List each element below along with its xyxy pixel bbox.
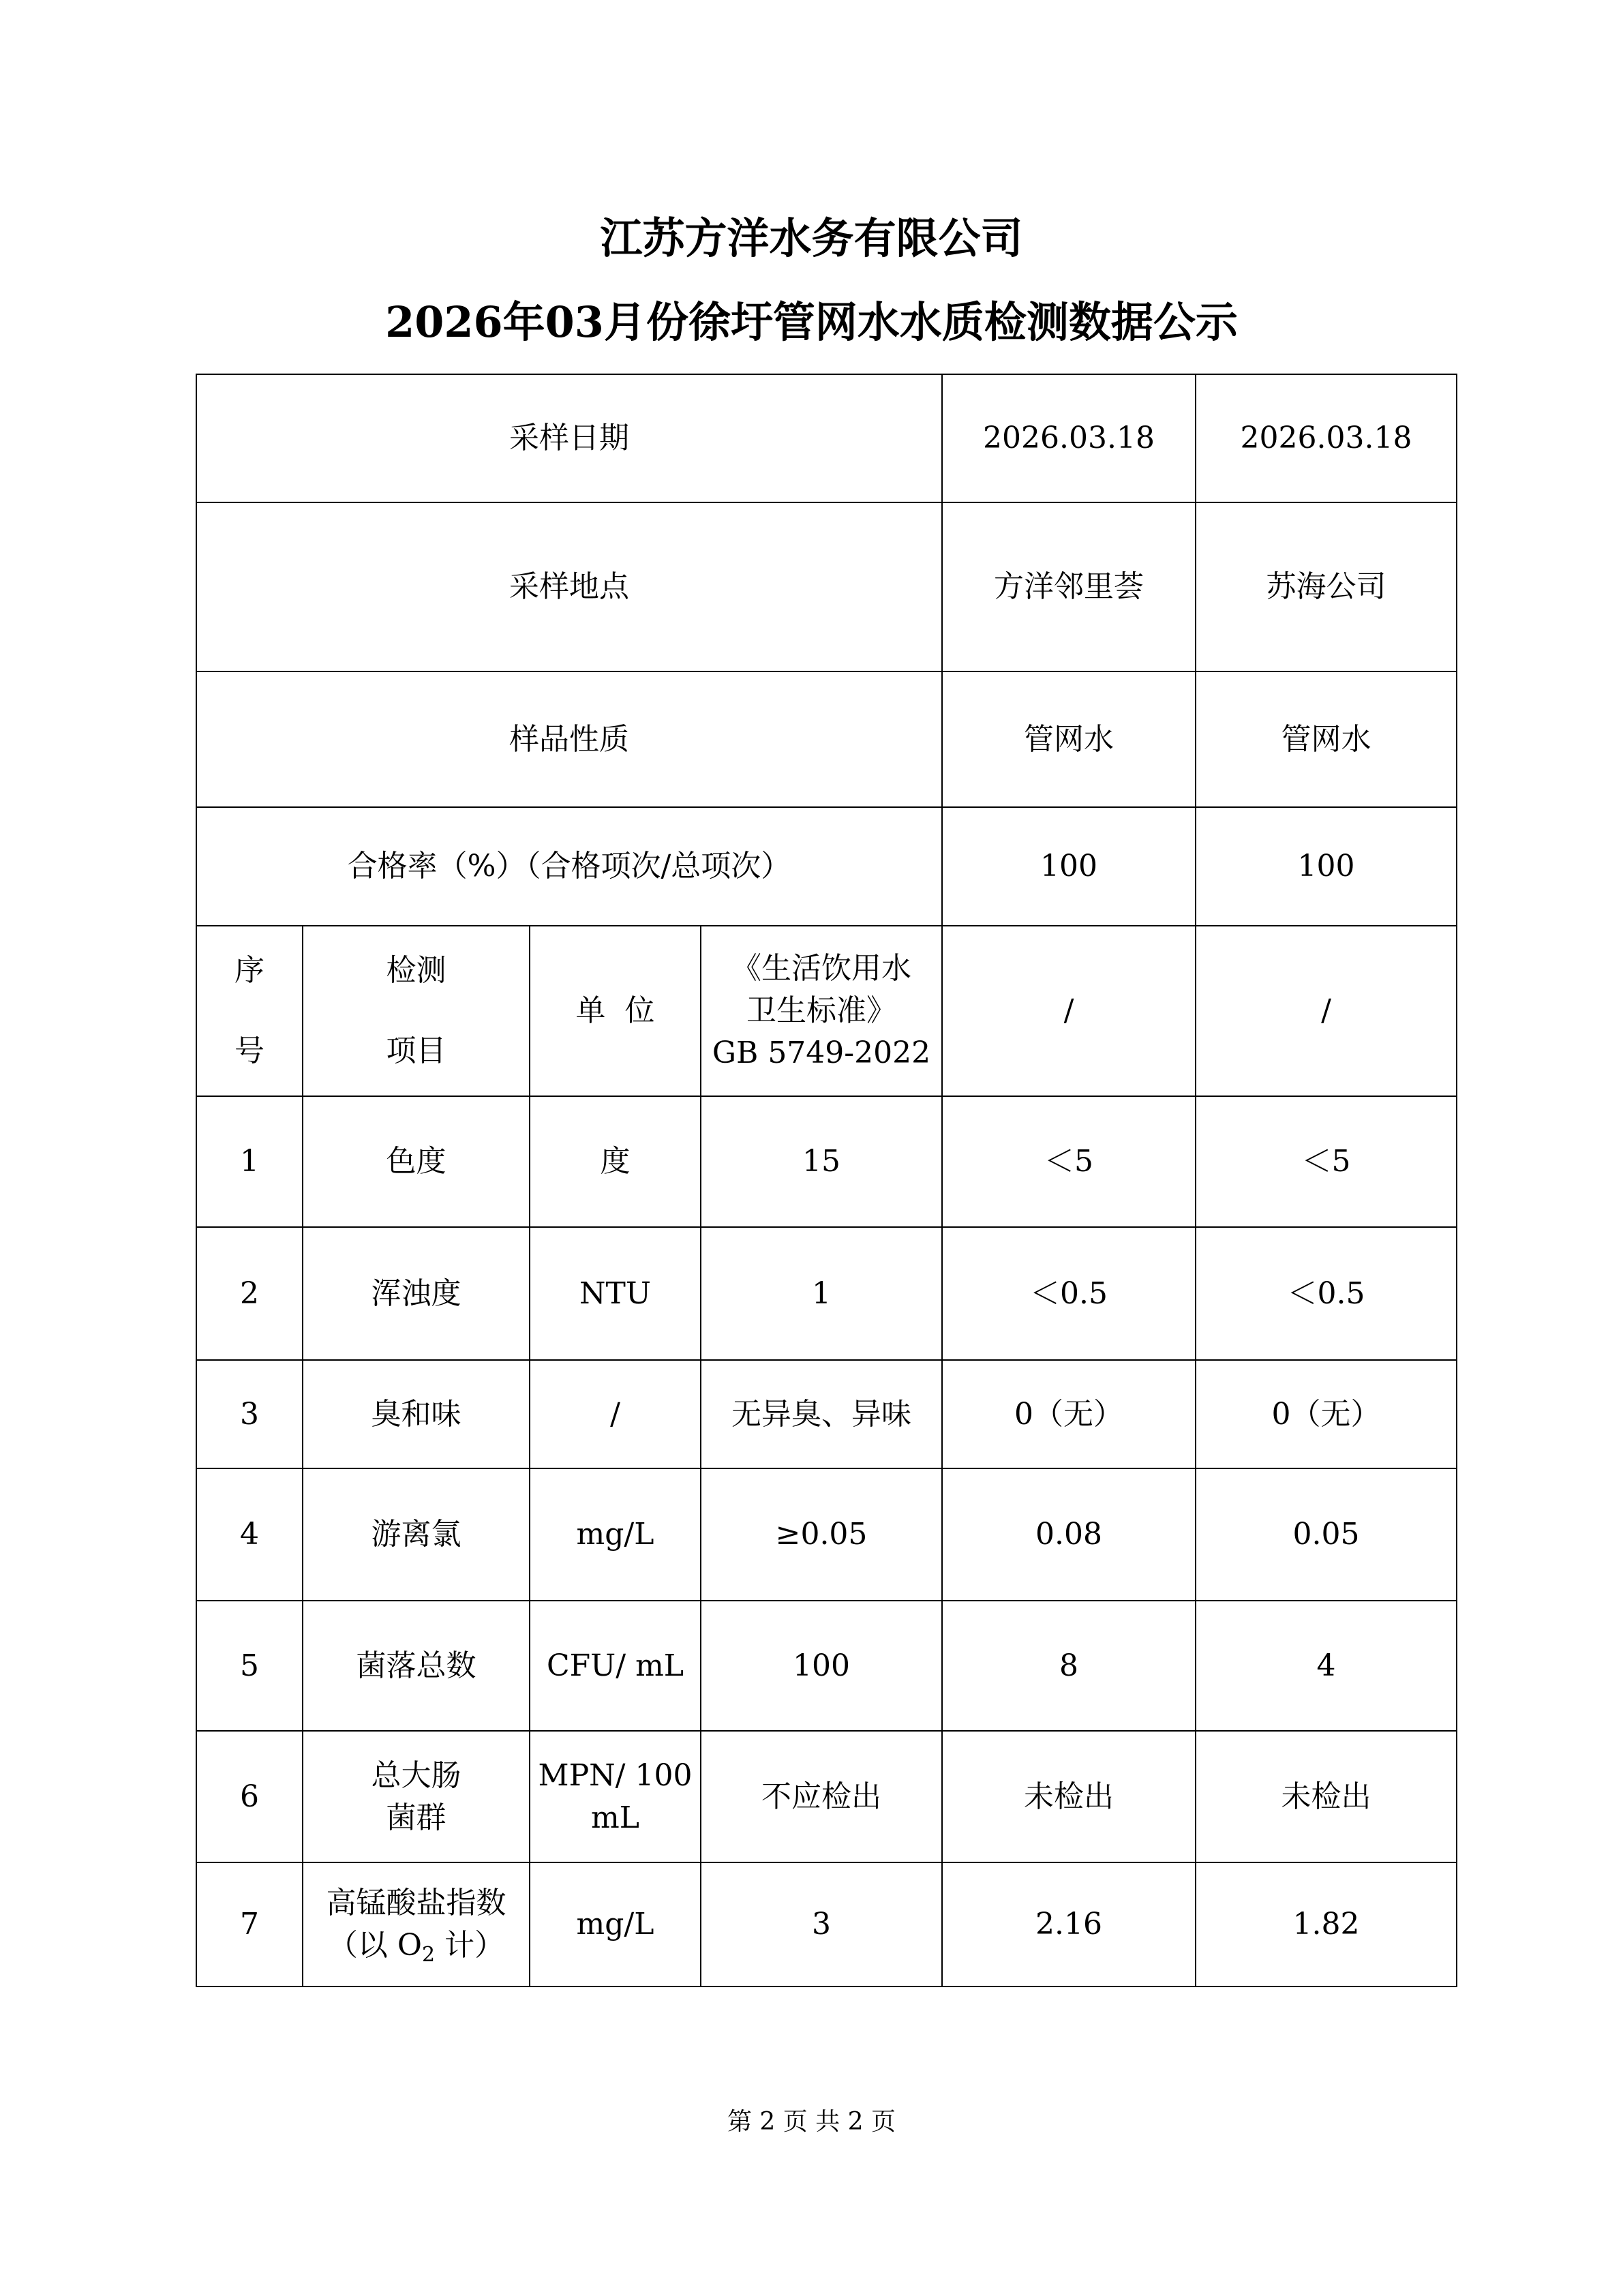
company-title: 江苏方洋水务有限公司 xyxy=(600,213,1023,263)
header-standard-line2: 卫生标准》 xyxy=(746,993,896,1028)
info-row-sampling-site xyxy=(196,502,1457,671)
row-unit-line2: mL xyxy=(591,1800,639,1835)
header-item-line1: 检测 xyxy=(386,953,446,988)
info-value-site2: 管网水 xyxy=(1196,671,1457,807)
row-standard: 15 xyxy=(701,1096,942,1227)
info-label: 样品性质 xyxy=(196,671,942,807)
info-value-site2: 100 xyxy=(1196,807,1457,926)
row-no: 2 xyxy=(196,1227,303,1360)
report-title: 2026年03月份徐圩管网水水质检测数据公示 xyxy=(385,297,1238,347)
row-value-site1: 0.08 xyxy=(942,1468,1196,1601)
header-standard xyxy=(701,926,942,1096)
row-item: 臭和味 xyxy=(303,1360,530,1468)
row-value-site1: 未检出 xyxy=(942,1731,1196,1862)
header-site1: / xyxy=(942,926,1196,1096)
row-value-site2: ＜0.5 xyxy=(1196,1227,1457,1360)
info-label: 采样日期 xyxy=(196,374,942,502)
row-standard: ≥0.05 xyxy=(701,1468,942,1601)
header-standard-line1: 《生活饮用水 xyxy=(731,951,911,986)
row-no: 4 xyxy=(196,1468,303,1601)
info-row-sampling-date xyxy=(196,374,1457,502)
info-row-pass-rate xyxy=(196,807,1457,926)
row-value-site1: 0（无） xyxy=(942,1360,1196,1468)
row-item-line2-pre: （以 O xyxy=(327,1928,422,1963)
header-site2: / xyxy=(1196,926,1457,1096)
row-unit: mg/L xyxy=(530,1862,701,1987)
table-row xyxy=(196,1096,1457,1227)
header-no xyxy=(196,926,303,1096)
row-no: 1 xyxy=(196,1096,303,1227)
row-unit xyxy=(530,1731,701,1862)
row-item: 浑浊度 xyxy=(303,1227,530,1360)
table-row xyxy=(196,1227,1457,1360)
row-item-line1: 总大肠 xyxy=(371,1757,461,1793)
info-value-site1: 2026.03.18 xyxy=(942,374,1196,502)
info-label: 采样地点 xyxy=(196,502,942,671)
row-item xyxy=(303,1862,530,1987)
row-value-site2: 未检出 xyxy=(1196,1731,1457,1862)
page-number: 第 2 页 共 2 页 xyxy=(727,2108,896,2136)
row-standard: 3 xyxy=(701,1862,942,1987)
row-item-line1: 高锰酸盐指数 xyxy=(326,1886,506,1920)
table-row xyxy=(196,1601,1457,1731)
table-row xyxy=(196,1360,1457,1468)
table-row xyxy=(196,1731,1457,1862)
row-value-site1: ＜0.5 xyxy=(942,1227,1196,1360)
row-unit: / xyxy=(530,1360,701,1468)
info-value-site2: 苏海公司 xyxy=(1196,502,1457,671)
row-standard: 不应检出 xyxy=(701,1731,942,1862)
row-value-site2: 1.82 xyxy=(1196,1862,1457,1987)
header-item-line2: 项目 xyxy=(386,1033,446,1068)
row-unit: CFU/ mL xyxy=(530,1601,701,1731)
row-no: 3 xyxy=(196,1360,303,1468)
info-row-sample-type xyxy=(196,671,1457,807)
info-value-site2: 2026.03.18 xyxy=(1196,374,1457,502)
row-item: 游离氯 xyxy=(303,1468,530,1601)
row-unit: 度 xyxy=(530,1096,701,1227)
row-standard: 1 xyxy=(701,1227,942,1360)
row-item-line2-subscript: 2 xyxy=(421,1943,436,1967)
row-no: 5 xyxy=(196,1601,303,1731)
row-standard: 无异臭、异味 xyxy=(701,1360,942,1468)
row-standard: 100 xyxy=(701,1601,942,1731)
table-row xyxy=(196,1468,1457,1601)
row-no: 7 xyxy=(196,1862,303,1987)
row-unit: NTU xyxy=(530,1227,701,1360)
row-value-site2: 0（无） xyxy=(1196,1360,1457,1468)
row-value-site1: ＜5 xyxy=(942,1096,1196,1227)
info-label: 合格率（%）（合格项次/总项次） xyxy=(196,807,942,926)
row-unit-line1: MPN/ 100 xyxy=(538,1757,693,1793)
row-value-site1: 8 xyxy=(942,1601,1196,1731)
header-standard-line3: GB 5749-2022 xyxy=(712,1036,931,1070)
row-item xyxy=(303,1731,530,1862)
header-no-line1: 序 xyxy=(234,953,264,988)
table-row xyxy=(196,1862,1457,1987)
row-unit: mg/L xyxy=(530,1468,701,1601)
info-value-site1: 方洋邻里荟 xyxy=(942,502,1196,671)
water-quality-table xyxy=(196,374,1457,1987)
row-item: 菌落总数 xyxy=(303,1601,530,1731)
info-value-site1: 管网水 xyxy=(942,671,1196,807)
row-no: 6 xyxy=(196,1731,303,1862)
row-item: 色度 xyxy=(303,1096,530,1227)
row-item-line2: 菌群 xyxy=(386,1800,446,1835)
column-header-row xyxy=(196,926,1457,1096)
header-unit: 单 位 xyxy=(530,926,701,1096)
header-item xyxy=(303,926,530,1096)
row-value-site2: ＜5 xyxy=(1196,1096,1457,1227)
row-value-site2: 0.05 xyxy=(1196,1468,1457,1601)
row-value-site2: 4 xyxy=(1196,1601,1457,1731)
info-value-site1: 100 xyxy=(942,807,1196,926)
row-item-line2-post: 计） xyxy=(435,1928,505,1963)
row-value-site1: 2.16 xyxy=(942,1862,1196,1987)
row-item-line2 xyxy=(307,1924,525,1967)
header-no-line2: 号 xyxy=(234,1033,264,1068)
